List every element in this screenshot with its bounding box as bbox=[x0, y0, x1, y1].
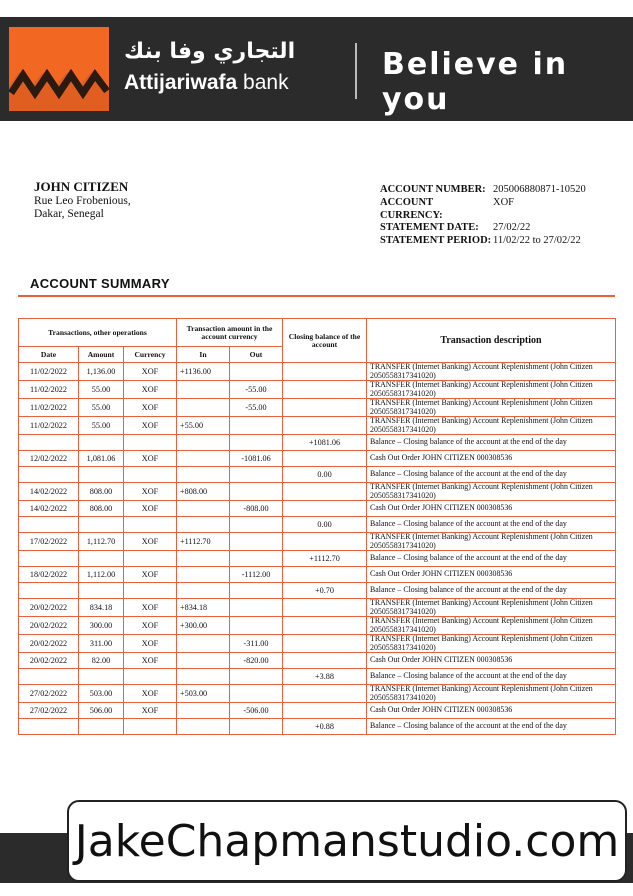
cell-date: 20/02/2022 bbox=[19, 635, 79, 653]
cell-amount bbox=[79, 517, 124, 533]
cell-closing bbox=[283, 567, 367, 583]
cell-description: TRANSFER (Internet Banking) Account Replenishment (John Citizen 2050558317341020) bbox=[367, 483, 616, 501]
cell-out: -506.00 bbox=[230, 703, 283, 719]
table-row bbox=[19, 703, 616, 719]
cell-out bbox=[230, 685, 283, 703]
cell-currency: XOF bbox=[124, 599, 177, 617]
cell-currency bbox=[124, 517, 177, 533]
cell-description: Balance – Closing balance of the account at the end of the day bbox=[367, 551, 616, 567]
cell-out bbox=[230, 583, 283, 599]
account-summary-title: ACCOUNT SUMMARY bbox=[30, 276, 170, 291]
cell-date bbox=[19, 669, 79, 685]
cell-date: 12/02/2022 bbox=[19, 451, 79, 467]
header-description: Transaction description bbox=[367, 319, 616, 363]
cell-date: 18/02/2022 bbox=[19, 567, 79, 583]
customer-name: JOHN CITIZEN bbox=[34, 179, 129, 194]
table-row bbox=[19, 583, 616, 599]
cell-date: 11/02/2022 bbox=[19, 399, 79, 417]
cell-currency: XOF bbox=[124, 653, 177, 669]
cell-description: TRANSFER (Internet Banking) Account Replenishment (John Citizen 2050558317341020) bbox=[367, 363, 616, 381]
cell-in: +834.18 bbox=[177, 599, 230, 617]
table-row bbox=[19, 617, 616, 635]
cell-out bbox=[230, 467, 283, 483]
cell-out: -808.00 bbox=[230, 501, 283, 517]
cell-currency: XOF bbox=[124, 617, 177, 635]
cell-date: 11/02/2022 bbox=[19, 363, 79, 381]
cell-out bbox=[230, 669, 283, 685]
header-currency: Currency bbox=[124, 347, 177, 363]
table-row bbox=[19, 599, 616, 617]
cell-date: 20/02/2022 bbox=[19, 599, 79, 617]
cell-closing: +1081.06 bbox=[283, 435, 367, 451]
cell-date: 17/02/2022 bbox=[19, 533, 79, 551]
cell-in bbox=[177, 501, 230, 517]
header-date: Date bbox=[19, 347, 79, 363]
cell-currency: XOF bbox=[124, 363, 177, 381]
cell-date: 27/02/2022 bbox=[19, 703, 79, 719]
cell-description: TRANSFER (Internet Banking) Account Replenishment (John Citizen 2050558317341020) bbox=[367, 533, 616, 551]
cell-currency: XOF bbox=[124, 399, 177, 417]
cell-out bbox=[230, 719, 283, 735]
cell-out: -55.00 bbox=[230, 399, 283, 417]
cell-date bbox=[19, 435, 79, 451]
cell-currency bbox=[124, 583, 177, 599]
cell-out: -311.00 bbox=[230, 635, 283, 653]
header-amount-group: Transaction amount in the account currency bbox=[177, 319, 283, 347]
cell-amount bbox=[79, 583, 124, 599]
cell-currency: XOF bbox=[124, 567, 177, 583]
cell-closing bbox=[283, 635, 367, 653]
cell-date bbox=[19, 719, 79, 735]
cell-amount: 55.00 bbox=[79, 417, 124, 435]
cell-closing bbox=[283, 381, 367, 399]
cell-description: Cash Out Order JOHN CITIZEN 000308536 bbox=[367, 653, 616, 669]
cell-description: Balance – Closing balance of the account at the end of the day bbox=[367, 669, 616, 685]
table-row bbox=[19, 685, 616, 703]
cell-amount: 55.00 bbox=[79, 381, 124, 399]
brand-arabic: التجاري وفا بنك bbox=[124, 39, 296, 64]
cell-closing bbox=[283, 363, 367, 381]
account-number-label: ACCOUNT NUMBER: bbox=[380, 184, 486, 195]
cell-currency: XOF bbox=[124, 533, 177, 551]
account-info bbox=[380, 184, 586, 248]
cell-description: Balance – Closing balance of the account at the end of the day bbox=[367, 435, 616, 451]
cell-out: -1081.06 bbox=[230, 451, 283, 467]
table-row bbox=[19, 501, 616, 517]
cell-amount: 82.00 bbox=[79, 653, 124, 669]
cell-amount: 1,112.70 bbox=[79, 533, 124, 551]
statement-date: 27/02/22 bbox=[493, 222, 531, 234]
account-number: 205006880871-10520 bbox=[493, 184, 586, 195]
cell-closing bbox=[283, 685, 367, 703]
cell-out: -55.00 bbox=[230, 381, 283, 399]
header-band bbox=[0, 17, 633, 121]
cell-amount: 808.00 bbox=[79, 483, 124, 501]
table-row bbox=[19, 635, 616, 653]
account-currency-label: ACCOUNT CURRENCY: bbox=[380, 196, 443, 221]
cell-description: Cash Out Order JOHN CITIZEN 000308536 bbox=[367, 703, 616, 719]
cell-in bbox=[177, 399, 230, 417]
cell-description: TRANSFER (Internet Banking) Account Replenishment (John Citizen 2050558317341020) bbox=[367, 617, 616, 635]
cell-out bbox=[230, 417, 283, 435]
cell-date: 20/02/2022 bbox=[19, 617, 79, 635]
cell-in bbox=[177, 653, 230, 669]
cell-amount bbox=[79, 467, 124, 483]
cell-in bbox=[177, 583, 230, 599]
cell-in bbox=[177, 381, 230, 399]
cell-closing bbox=[283, 417, 367, 435]
cell-amount: 1,081.06 bbox=[79, 451, 124, 467]
cell-in bbox=[177, 435, 230, 451]
statement-date-label: STATEMENT DATE: bbox=[380, 222, 479, 234]
brand-name-rest: bank bbox=[237, 71, 289, 94]
cell-description: Balance – Closing balance of the account at the end of the day bbox=[367, 517, 616, 533]
cell-in: +808.00 bbox=[177, 483, 230, 501]
cell-date: 11/02/2022 bbox=[19, 417, 79, 435]
cell-in bbox=[177, 551, 230, 567]
cell-description: Cash Out Order JOHN CITIZEN 000308536 bbox=[367, 451, 616, 467]
table-row bbox=[19, 467, 616, 483]
cell-amount bbox=[79, 669, 124, 685]
cell-in: +1112.70 bbox=[177, 533, 230, 551]
cell-description: Cash Out Order JOHN CITIZEN 000308536 bbox=[367, 567, 616, 583]
cell-description: Balance – Closing balance of the account at the end of the day bbox=[367, 467, 616, 483]
cell-description: TRANSFER (Internet Banking) Account Replenishment (John Citizen 2050558317341020) bbox=[367, 399, 616, 417]
cell-amount: 300.00 bbox=[79, 617, 124, 635]
cell-out bbox=[230, 435, 283, 451]
table-row bbox=[19, 551, 616, 567]
header-transactions-group: Transactions, other operations bbox=[19, 319, 177, 347]
table-row bbox=[19, 669, 616, 685]
cell-date bbox=[19, 583, 79, 599]
cell-date bbox=[19, 467, 79, 483]
cell-closing: 0.00 bbox=[283, 517, 367, 533]
table-row bbox=[19, 417, 616, 435]
cell-in bbox=[177, 669, 230, 685]
header-in: In bbox=[177, 347, 230, 363]
cell-currency: XOF bbox=[124, 635, 177, 653]
table-row bbox=[19, 363, 616, 381]
cell-amount bbox=[79, 719, 124, 735]
cell-description: Cash Out Order JOHN CITIZEN 000308536 bbox=[367, 501, 616, 517]
cell-closing bbox=[283, 501, 367, 517]
cell-closing bbox=[283, 599, 367, 617]
cell-in bbox=[177, 703, 230, 719]
cell-date: 14/02/2022 bbox=[19, 501, 79, 517]
cell-description: TRANSFER (Internet Banking) Account Replenishment (John Citizen 2050558317341020) bbox=[367, 381, 616, 399]
statement-period-label: STATEMENT PERIOD: bbox=[380, 235, 492, 247]
cell-currency bbox=[124, 467, 177, 483]
cell-out bbox=[230, 483, 283, 501]
cell-out: -820.00 bbox=[230, 653, 283, 669]
cell-currency: XOF bbox=[124, 483, 177, 501]
cell-in bbox=[177, 719, 230, 735]
cell-out bbox=[230, 551, 283, 567]
cell-in: +55.00 bbox=[177, 417, 230, 435]
cell-currency bbox=[124, 551, 177, 567]
cell-amount: 834.18 bbox=[79, 599, 124, 617]
customer-address-2: Dakar, Senegal bbox=[34, 208, 104, 220]
cell-description: TRANSFER (Internet Banking) Account Replenishment (John Citizen 2050558317341020) bbox=[367, 635, 616, 653]
cell-out bbox=[230, 363, 283, 381]
cell-closing: +1112.70 bbox=[283, 551, 367, 567]
cell-closing bbox=[283, 653, 367, 669]
cell-out bbox=[230, 617, 283, 635]
cell-date: 27/02/2022 bbox=[19, 685, 79, 703]
slogan: Believe in you bbox=[382, 47, 569, 117]
cell-date: 14/02/2022 bbox=[19, 483, 79, 501]
cell-currency bbox=[124, 719, 177, 735]
cell-in bbox=[177, 567, 230, 583]
cell-currency: XOF bbox=[124, 451, 177, 467]
header-closing-balance: Closing balance of the account bbox=[283, 319, 367, 363]
cell-in: +300.00 bbox=[177, 617, 230, 635]
cell-amount: 506.00 bbox=[79, 703, 124, 719]
cell-currency bbox=[124, 669, 177, 685]
watermark: JakeChapmanstudio.com bbox=[67, 800, 627, 882]
brand-name bbox=[124, 71, 289, 95]
cell-closing: 0.00 bbox=[283, 467, 367, 483]
cell-closing: +0.88 bbox=[283, 719, 367, 735]
cell-description: Balance – Closing balance of the account at the end of the day bbox=[367, 719, 616, 735]
header-out: Out bbox=[230, 347, 283, 363]
customer-address-1: Rue Leo Frobenious, bbox=[34, 195, 131, 207]
table-row bbox=[19, 567, 616, 583]
cell-amount: 808.00 bbox=[79, 501, 124, 517]
header-amount: Amount bbox=[79, 347, 124, 363]
cell-currency: XOF bbox=[124, 501, 177, 517]
cell-currency: XOF bbox=[124, 381, 177, 399]
cell-closing bbox=[283, 483, 367, 501]
header-divider bbox=[355, 43, 357, 99]
cell-out bbox=[230, 533, 283, 551]
cell-out bbox=[230, 599, 283, 617]
cell-description: Balance – Closing balance of the account at the end of the day bbox=[367, 583, 616, 599]
cell-currency: XOF bbox=[124, 703, 177, 719]
table-row bbox=[19, 399, 616, 417]
cell-currency: XOF bbox=[124, 417, 177, 435]
brand-name-bold: Attijariwafa bbox=[124, 71, 238, 94]
cell-date: 20/02/2022 bbox=[19, 653, 79, 669]
cell-date bbox=[19, 551, 79, 567]
table-row bbox=[19, 517, 616, 533]
statement-period: 11/02/22 to 27/02/22 bbox=[493, 235, 581, 247]
cell-description: TRANSFER (Internet Banking) Account Replenishment (John Citizen 2050558317341020) bbox=[367, 599, 616, 617]
table-row bbox=[19, 451, 616, 467]
cell-date bbox=[19, 517, 79, 533]
cell-amount: 311.00 bbox=[79, 635, 124, 653]
cell-in bbox=[177, 635, 230, 653]
cell-closing: +0.70 bbox=[283, 583, 367, 599]
cell-in: +1136.00 bbox=[177, 363, 230, 381]
table-row bbox=[19, 719, 616, 735]
cell-date: 11/02/2022 bbox=[19, 381, 79, 399]
cell-amount: 55.00 bbox=[79, 399, 124, 417]
table-row bbox=[19, 435, 616, 451]
cell-amount: 503.00 bbox=[79, 685, 124, 703]
cell-closing bbox=[283, 617, 367, 635]
cell-out: -1112.00 bbox=[230, 567, 283, 583]
cell-in bbox=[177, 467, 230, 483]
cell-in: +503.00 bbox=[177, 685, 230, 703]
bank-logo-icon bbox=[9, 27, 109, 111]
cell-closing bbox=[283, 399, 367, 417]
cell-amount: 1,112.00 bbox=[79, 567, 124, 583]
summary-underline bbox=[18, 295, 615, 297]
cell-closing bbox=[283, 703, 367, 719]
table-row bbox=[19, 653, 616, 669]
cell-in bbox=[177, 517, 230, 533]
cell-description: TRANSFER (Internet Banking) Account Replenishment (John Citizen 2050558317341020) bbox=[367, 685, 616, 703]
table-row bbox=[19, 381, 616, 399]
account-currency: XOF bbox=[493, 196, 515, 208]
table-row bbox=[19, 483, 616, 501]
customer-block bbox=[34, 180, 131, 221]
transactions-table bbox=[18, 318, 616, 735]
cell-in bbox=[177, 451, 230, 467]
cell-amount bbox=[79, 435, 124, 451]
table-row bbox=[19, 533, 616, 551]
cell-description: TRANSFER (Internet Banking) Account Replenishment (John Citizen 2050558317341020) bbox=[367, 417, 616, 435]
cell-amount bbox=[79, 551, 124, 567]
cell-amount: 1,136.00 bbox=[79, 363, 124, 381]
cell-closing bbox=[283, 533, 367, 551]
cell-currency bbox=[124, 435, 177, 451]
cell-closing bbox=[283, 451, 367, 467]
cell-out bbox=[230, 517, 283, 533]
transactions-body bbox=[19, 363, 616, 735]
cell-closing: +3.88 bbox=[283, 669, 367, 685]
cell-currency: XOF bbox=[124, 685, 177, 703]
